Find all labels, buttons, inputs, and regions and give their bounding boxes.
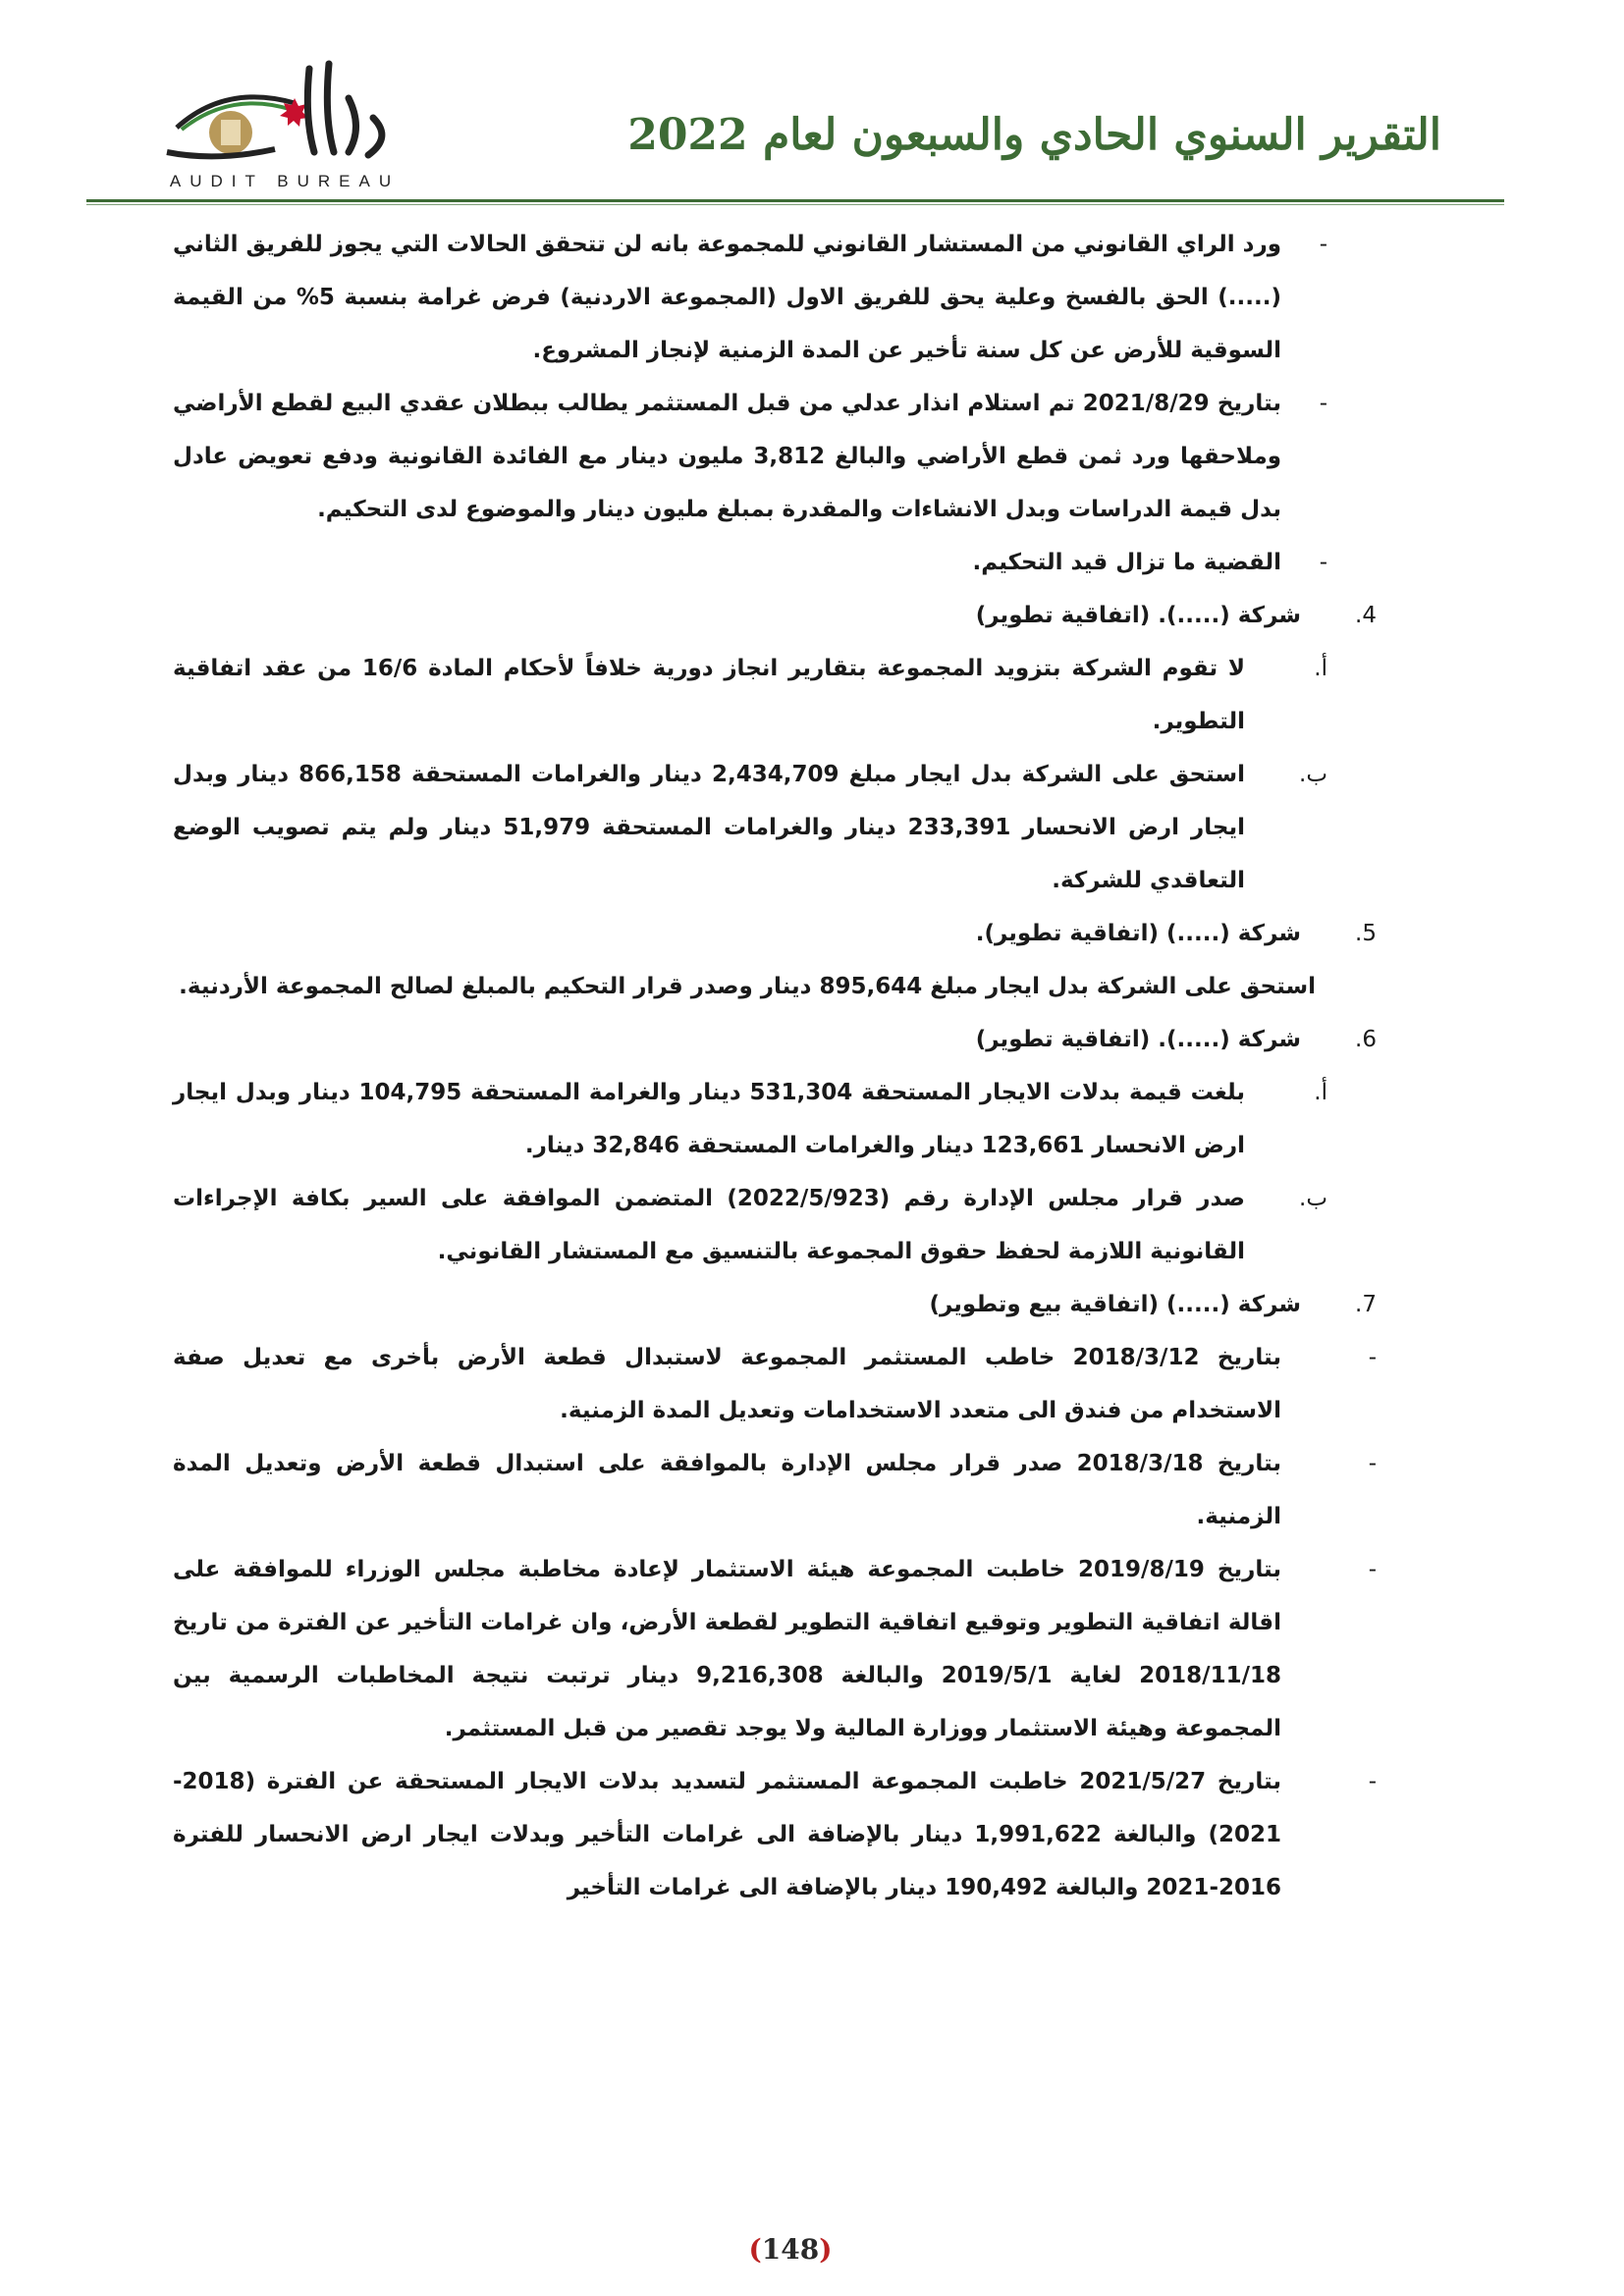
list-item — [173, 1331, 1377, 1437]
page-number-paren-open: ( — [748, 2233, 762, 2266]
section-heading — [173, 1278, 1377, 1331]
paragraph — [173, 960, 1316, 1013]
item-text: استحق على الشركة بدل ايجار مبلغ 2,434,709 دينار والغرامات المستحقة 866,158 دينار وبدل ايجار ارض الانحسار 233,391 دينار والغرامات المستحقة 51,979 دينار ولم يتم تصويب الوضع التعاقدي للشركة. — [173, 762, 1245, 893]
list-marker: 4. — [1355, 603, 1377, 628]
item-text: صدر قرار مجلس الإدارة رقم (2022/5/923) المتضمن الموافقة على السير بكافة الإجراءات القانونية اللازمة لحفظ حقوق المجموعة بالتنسيق مع المستشار القانوني. — [173, 1186, 1245, 1264]
list-marker: ب. — [1299, 1186, 1327, 1211]
list-item — [173, 218, 1327, 377]
page-number-value: 148 — [761, 2233, 820, 2266]
item-text: شركة (.....). (اتفاقية تطوير) — [975, 1027, 1301, 1052]
list-marker: - — [1368, 1557, 1377, 1582]
item-text: بتاريخ 2018/3/18 صدر قرار مجلس الإدارة بالموافقة على استبدال قطعة الأرض وتعديل المدة الزمنية. — [173, 1451, 1282, 1529]
item-text: ورد الراي القانوني من المستشار القانوني للمجموعة بانه لن تتحقق الحالات التي يجوز للفريق الثاني (.....) الحق بالفسخ وعلية يحق للفريق الاول (المجموعة الاردنية) فرض غرامة بنسبة 5% من القيمة السوقية للأرض عن كل سنة تأخير عن المدة الزمنية لإنجاز المشروع. — [173, 232, 1281, 363]
item-text: شركة (.....) (اتفاقية تطوير). — [975, 921, 1301, 946]
list-marker: 7. — [1355, 1292, 1377, 1317]
list-item — [173, 1066, 1327, 1172]
list-marker: - — [1368, 1451, 1377, 1476]
list-marker: أ. — [1314, 1080, 1327, 1105]
list-item — [173, 642, 1327, 748]
list-marker: ب. — [1299, 762, 1327, 787]
item-text: بتاريخ 2021/8/29 تم استلام انذار عدلي من قبل المستثمر يطالب ببطلان عقدي البيع لقطع الأراضي وملاحقها ورد ثمن قطع الأراضي والبالغ 3,812 مليون دينار مع الفائدة القانونية ودفع تعويض عادل بدل قيمة الدراسات وبدل الانشاءات والمقدرة بمبلغ مليون دينار والموضوع لدى التحكيم. — [173, 391, 1282, 522]
list-item — [173, 1755, 1377, 1914]
item-text: بتاريخ 2019/8/19 خاطبت المجموعة هيئة الاستثمار لإعادة مخاطبة مجلس الوزراء للموافقة على اقالة اتفاقية التطوير وتوقيع اتفاقية التطوير لقطعة الأرض، وان غرامات التأخير عن الفترة من تاريخ 2018/11/18 لغاية 2019/5/1 والبالغة 9,216,308 دينار ترتبت نتيجة المخاطبات الرسمية بين المجموعة وهيئة الاستثمار ووزارة المالية ولا يوجد تقصير من قبل المستثمر. — [173, 1557, 1281, 1741]
page-number-paren-close: ) — [819, 2233, 833, 2266]
item-text: بتاريخ 2021/5/27 خاطبت المجموعة المستثمر لتسديد بدلات الايجار المستحقة عن الفترة (2018-2021) والبالغة 1,991,622 دينار بالإضافة الى غرامات التأخير وبدلات ايجار ارض الانحسار للفترة 2016-2021 والبالغة 190,492 دينار بالإضافة الى غرامات التأخير — [173, 1769, 1282, 1900]
header-divider-thin — [86, 204, 1504, 205]
page-number — [0, 2233, 1581, 2266]
list-marker: - — [1319, 232, 1327, 257]
list-item — [173, 377, 1327, 536]
list-item — [173, 748, 1327, 907]
list-item — [173, 1543, 1377, 1755]
item-text: بلغت قيمة بدلات الايجار المستحقة 531,304 دينار والغرامة المستحقة 104,795 دينار وبدل ايجار ارض الانحسار 123,661 دينار والغرامات المستحقة 32,846 دينار. — [173, 1080, 1245, 1158]
item-text: بتاريخ 2018/3/12 خاطب المستثمر المجموعة لاستبدال قطعة الأرض بأخرى مع تعديل صفة الاستخدام من فندق الى متعدد الاستخدامات وتعديل المدة الزمنية. — [173, 1345, 1281, 1423]
list-item — [173, 1172, 1327, 1278]
item-text: شركة (.....). (اتفاقية تطوير) — [975, 603, 1301, 628]
item-text: شركة (.....) (اتفاقية بيع وتطوير) — [929, 1292, 1301, 1317]
section-heading — [173, 589, 1377, 642]
list-marker: - — [1368, 1769, 1377, 1794]
section-heading — [173, 1013, 1377, 1066]
report-title: التقرير السنوي الحادي والسبعون لعام 2022 — [627, 110, 1441, 160]
list-marker: - — [1319, 550, 1327, 575]
list-item — [173, 1437, 1377, 1543]
audit-bureau-logo — [137, 59, 432, 191]
section-heading — [173, 907, 1377, 960]
logo-english-text: AUDIT BUREAU — [169, 172, 401, 190]
item-text: استحق على الشركة بدل ايجار مبلغ 895,644 دينار وصدر قرار التحكيم بالمبلغ لصالح المجموعة الأردنية. — [179, 974, 1316, 999]
list-marker: 5. — [1355, 921, 1377, 946]
list-item — [173, 536, 1327, 589]
logo-calligraphy-icon — [137, 59, 432, 167]
document-body — [173, 218, 1377, 1914]
list-marker: - — [1319, 391, 1327, 416]
item-text: القضية ما تزال قيد التحكيم. — [972, 550, 1281, 575]
list-marker: أ. — [1314, 656, 1327, 681]
header-divider — [86, 199, 1504, 202]
item-text: لا تقوم الشركة بتزويد المجموعة بتقارير انجاز دورية خلافاً لأحكام المادة 16/6 من عقد اتفاقية التطوير. — [173, 656, 1245, 734]
list-marker: - — [1368, 1345, 1377, 1370]
list-marker: 6. — [1355, 1027, 1377, 1052]
